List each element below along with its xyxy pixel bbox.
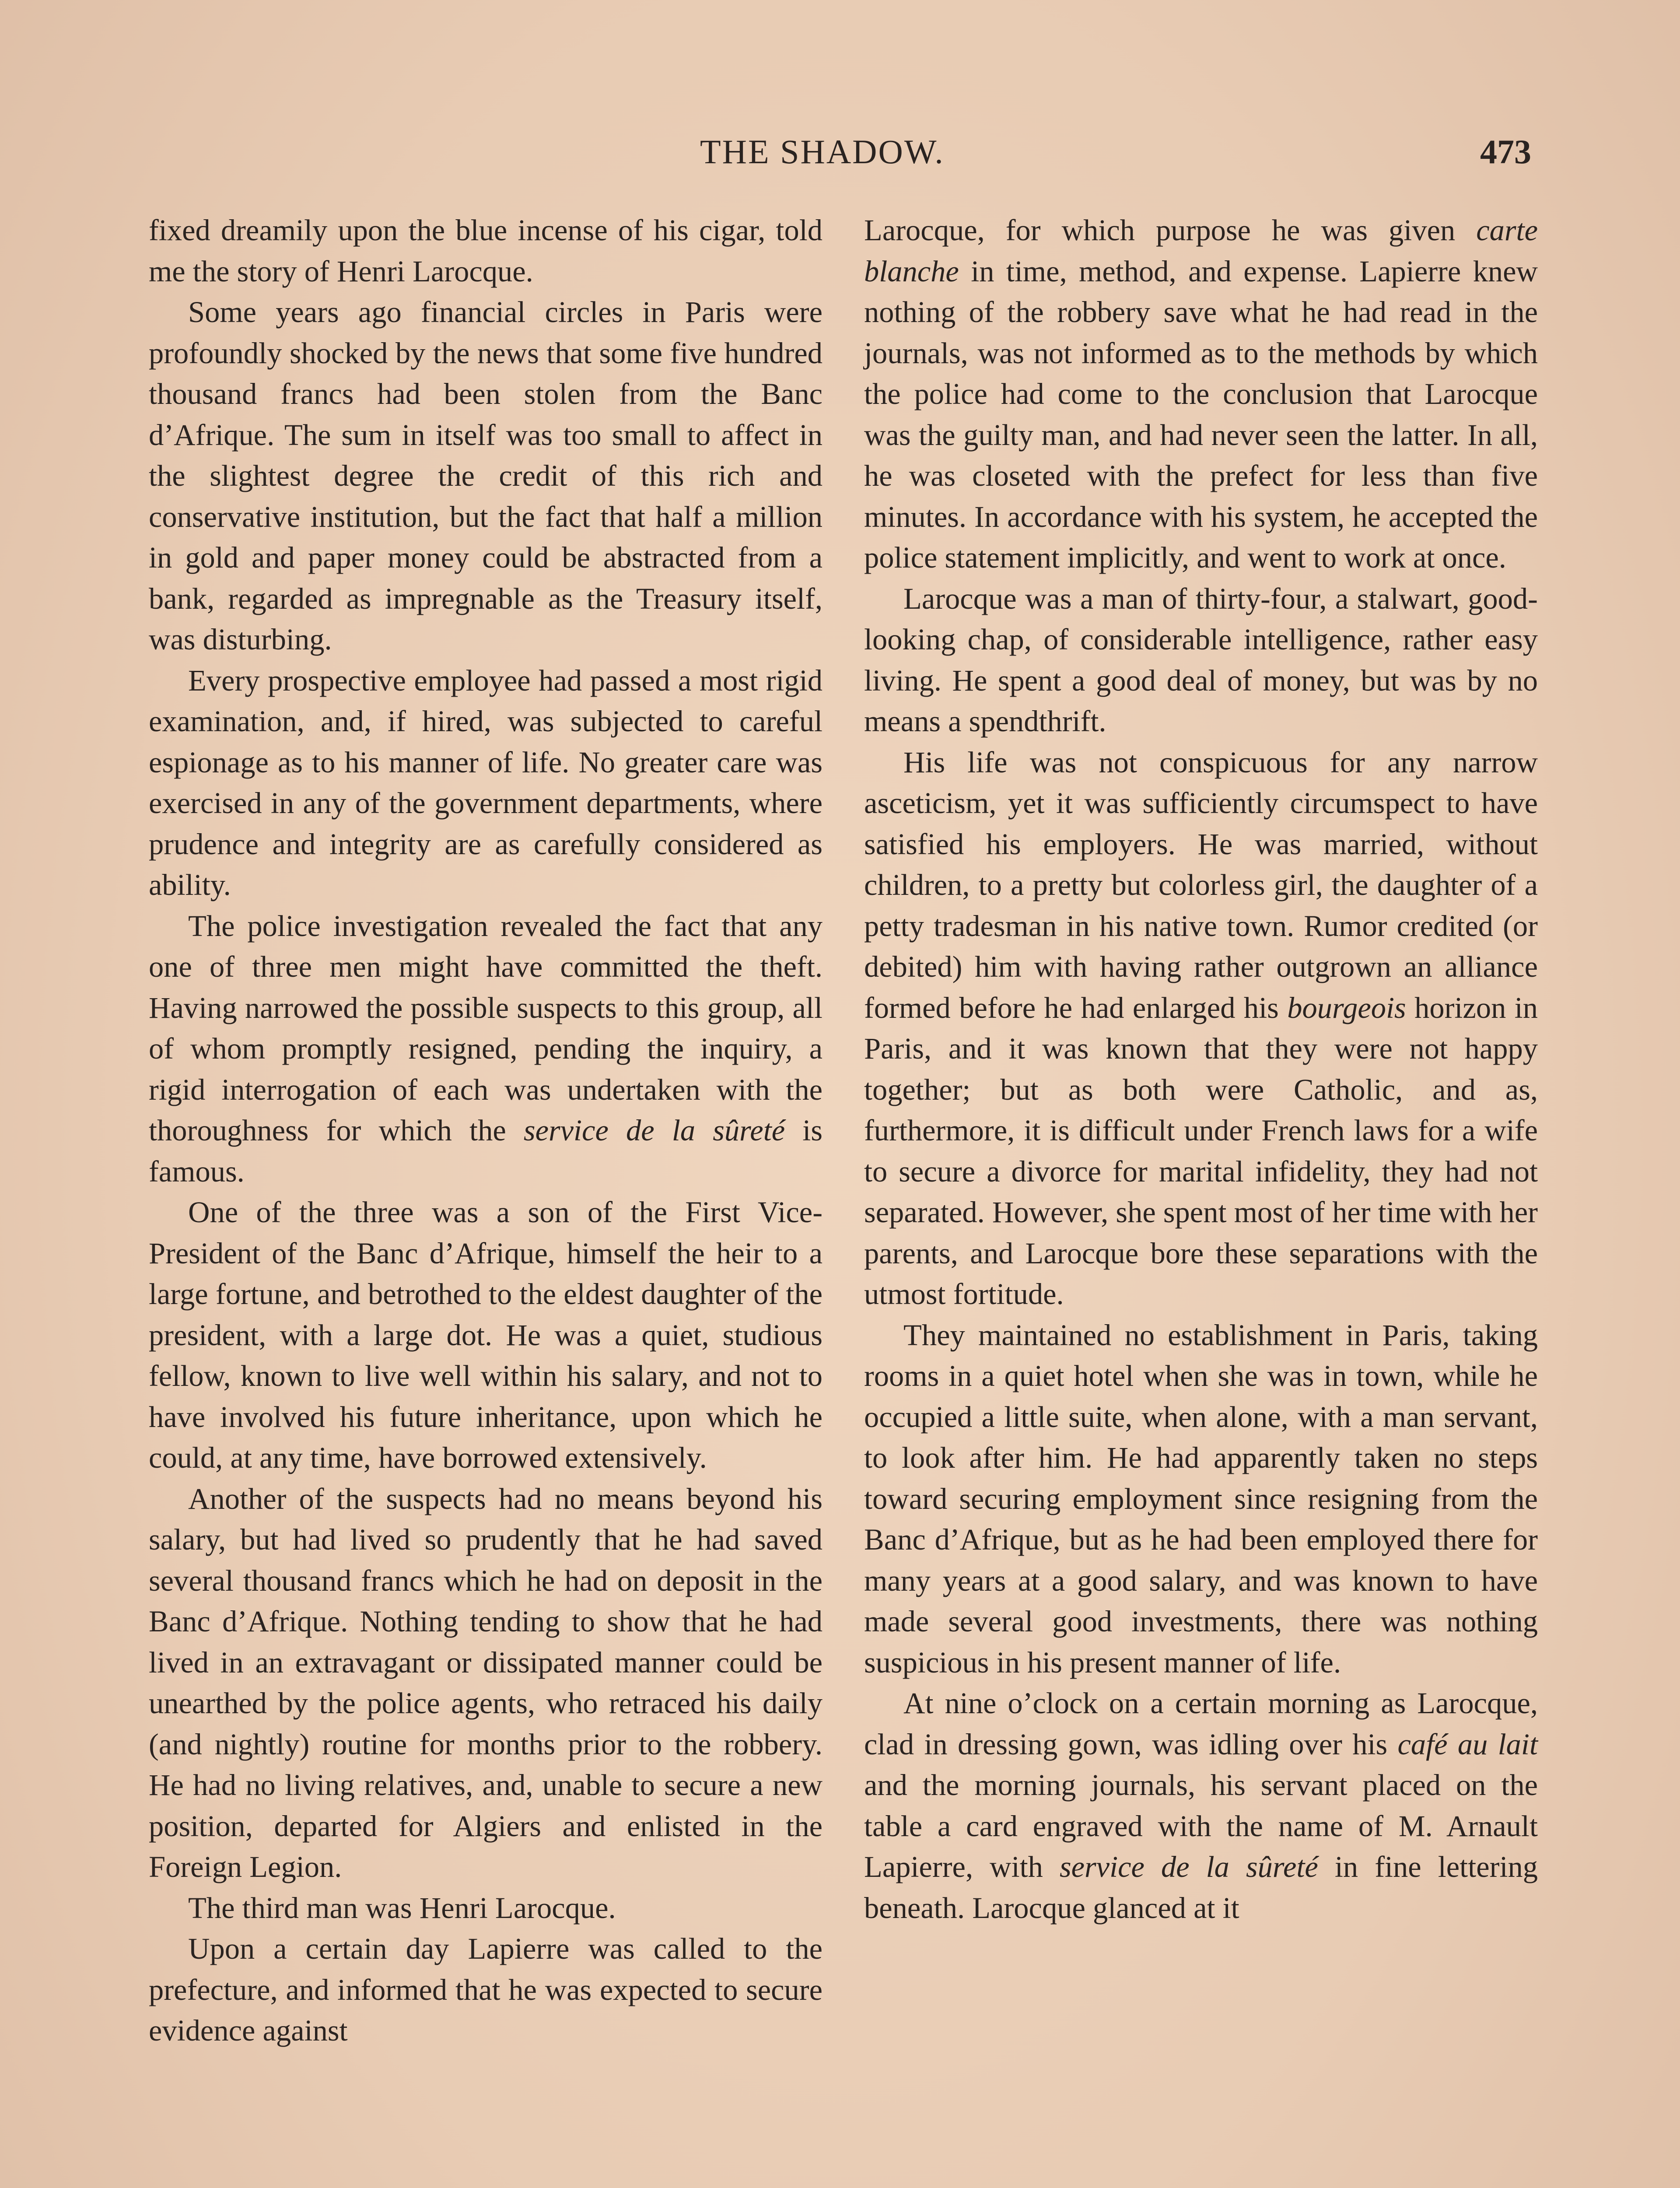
italic-text: bourgeois (1287, 991, 1406, 1024)
paragraph (864, 210, 1538, 579)
text-run: Larocque, for which purpose he was given (864, 214, 1477, 247)
text-run: in time, method, and expense. Lapierre knew nothing of the robbery save what he had read in the journals, was not informed as to the methods by which the police had come to the conclusion that Larocque was the guilty man, and had never seen the latter. In all, he was closeted with the prefect for less than five minutes. In accordance with his system, he accepted the police statement implicitly, and went to work at once. (864, 254, 1538, 574)
text-run: His life was not conspicuous for any narrow asceticism, yet it was sufficiently circumspect to have satisfied his employers. He was married, without children, to a pretty but colorless girl, the daughter of a petty tradesman in his native town. Rumor credited (or debited) him with having rather outgrown an alliance formed before he had enlarged his (864, 745, 1538, 1024)
text-column-right (864, 210, 1538, 1929)
paragraph (149, 1888, 822, 1929)
text-run: and the morning journals, his servant placed on the table a card engraved with the name of M. Arnault Lapierre, with (864, 1768, 1538, 1883)
italic-text: service de la sûreté (523, 1114, 785, 1147)
paragraph (149, 660, 822, 906)
paragraph (864, 579, 1538, 742)
page-number: 473 (1480, 133, 1531, 171)
text-run: Another of the suspects had no means beyond his salary, but had lived so prudently that he had saved several thousand francs which he had on deposit in the Banc d’Afrique. Nothing tending to show that he had lived in an extravagant or dissipated manner could be unearthed by the police agents, who retraced his daily (and nightly) routine for months prior to the robbery. He had no living relatives, and, unable to secure a new position, departed for Algiers and enlisted in the Foreign Legion. (149, 1482, 822, 1883)
text-run: Some years ago financial circles in Paris were profoundly shocked by the news that some five hundred thousand francs had been stolen from the Banc d’Afrique. The sum in itself was too small to affect in the slightest degree the credit of this rich and conservative institution, but the fact that half a million in gold and paper money could be abstracted from a bank, regarded as impregnable as the Treasury itself, was disturbing. (149, 295, 822, 656)
paragraph (149, 906, 822, 1192)
text-column-left (149, 210, 822, 2051)
text-run: The police investigation revealed the fact that any one of three men might have committed the theft. Having narrowed the possible suspects to this group, all of whom promptly resigned, pending the inquiry, a rigid interrogation of each was undertaken with the thoroughness for which the (149, 909, 822, 1147)
text-run: At nine o’clock on a certain morning as Larocque, clad in dressing gown, was idling over his (864, 1687, 1538, 1761)
text-run: One of the three was a son of the First Vice-President of the Banc d’Afrique, himself the heir to a large fortune, and betrothed to the eldest daughter of the president, with a large dot. He was a quiet, studious fellow, known to live well within his salary, and not to have involved his future inheritance, upon which he could, at any time, have borrowed extensively. (149, 1196, 822, 1474)
paragraph (149, 1929, 822, 2051)
italic-text: café au lait (1397, 1727, 1538, 1761)
paragraph (149, 292, 822, 660)
italic-text: carte blanche (864, 214, 1538, 288)
text-run: fixed dreamily upon the blue incense of his cigar, told me the story of Henri Larocque. (149, 214, 822, 288)
paragraph (149, 1479, 822, 1888)
text-run: horizon in Paris, and it was known that they were not happy together; but as both were Catholic, and as, furthermore, it is difficult under French laws for a wife to secure a divorce for marital infidelity, they had not separated. However, she spent most of her time with her parents, and Larocque bore these separations with the utmost fortitude. (864, 991, 1538, 1311)
text-run: in fine lettering beneath. Larocque glanced at it (864, 1850, 1538, 1925)
text-run: is famous. (149, 1114, 822, 1188)
text-run: Every prospective employee had passed a most rigid examination, and, if hired, was subjected to careful espionage as to his manner of life. No greater care was exercised in any of the government departments, where prudence and integrity are as carefully considered as ability. (149, 663, 822, 901)
paragraph (864, 742, 1538, 1315)
text-run: Upon a certain day Lapierre was called to the prefecture, and informed that he was expected to secure evidence against (149, 1932, 822, 2047)
paragraph (864, 1315, 1538, 1683)
paragraph (149, 1192, 822, 1479)
text-run: Larocque was a man of thirty-four, a stalwart, good-looking chap, of considerable intelligence, rather easy living. He spent a good deal of money, but was by no means a spendthrift. (864, 582, 1538, 738)
paragraph (149, 210, 822, 292)
text-run: The third man was Henri Larocque. (188, 1891, 616, 1925)
text-run: They maintained no establishment in Paris, taking rooms in a quiet hotel when she was in town, while he occupied a little suite, when alone, with a man servant, to look after him. He had apparently taken no steps toward securing employment since resigning from the Banc d’Afrique, but as he had been employed there for many years at a good salary, and was known to have made several good investments, there was nothing suspicious in his present manner of life. (864, 1318, 1538, 1679)
paragraph (864, 1683, 1538, 1929)
running-title: THE SHADOW. (700, 133, 945, 171)
italic-text: service de la sûreté (1059, 1850, 1318, 1883)
